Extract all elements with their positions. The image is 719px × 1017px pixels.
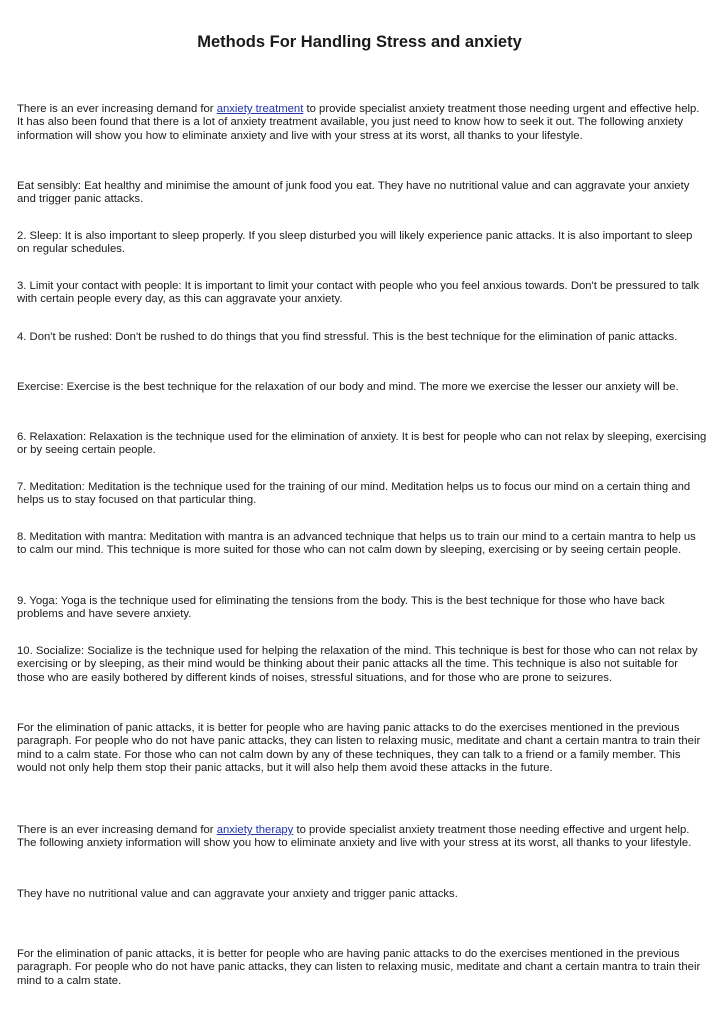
paragraph-elimination-panic: For the elimination of panic attacks, it is better for people who are having panic attacks to do the exercises mentioned in the previous paragraph. For people who do not have panic attacks, they can listen to relaxing music, meditate and chant a certain mantra to train their mind to a calm state. For those who can not calm down by any of these techniques, they can talk to a friend or a family member. This would not only help them stop their panic attacks, but it will also help them avoid these attacks in the future. bbox=[17, 722, 701, 774]
intro-text-before: There is an ever increasing demand for bbox=[17, 103, 217, 115]
paragraph-dont-be-rushed: 4. Don't be rushed: Don't be rushed to do things that you find stressful. This is the best technique for the elimination of panic attacks. bbox=[17, 331, 678, 343]
anxiety-therapy-link[interactable]: anxiety therapy bbox=[216, 824, 294, 836]
paragraph-nutritional-value: They have no nutritional value and can aggravate your anxiety and trigger panic attacks. bbox=[17, 888, 458, 900]
paragraph-socialize: 10. Socialize: Socialize is the technique used for helping the relaxation of the mind. This technique is best for those who can not relax by exercising or by sleeping, as their mind would be thinking about their panic attacks all the time. This technique is also not suitable for those who are easily bothered by different kinds of noises, stressful situations, and for those who are prone to seizures. bbox=[17, 645, 698, 684]
anxiety-treatment-link[interactable]: anxiety treatment bbox=[216, 103, 304, 115]
second-intro-text-before: There is an ever increasing demand for bbox=[17, 824, 217, 836]
second-intro-paragraph bbox=[17, 824, 707, 851]
second-intro-text-after: to provide specialist anxiety treatment those needing effective and urgent help. The following anxiety information will show you how to eliminate anxiety and live with your stress at its worst, all thanks to your lifestyle. bbox=[17, 824, 692, 850]
paragraph-meditation: 7. Meditation: Meditation is the technique used for the training of our mind. Meditation helps us to focus our mind on a certain thing and helps us to stay focused on that particular thing. bbox=[17, 481, 691, 507]
paragraph-yoga: 9. Yoga: Yoga is the technique used for eliminating the tensions from the body. This is the best technique for those who have back problems and have severe anxiety. bbox=[17, 595, 665, 621]
paragraph-meditation-mantra: 8. Meditation with mantra: Meditation with mantra is an advanced technique that helps us to train our mind to a certain mantra to help us to calm our mind. This technique is more suited for those who can not calm down by sleeping, exercising or by seeing certain people. bbox=[17, 531, 696, 557]
paragraph-eat-sensibly: Eat sensibly: Eat healthy and minimise the amount of junk food you eat. They have no nutritional value and can aggravate your anxiety and trigger panic attacks. bbox=[17, 180, 690, 206]
intro-text-after: to provide specialist anxiety treatment those needing urgent and effective help. It has also been found that there is a lot of anxiety treatment available, you just need to know how to seek it out. The following anxiety information will show you how to eliminate anxiety and live with your stress at its worst, all thanks to your lifestyle. bbox=[17, 103, 700, 142]
intro-paragraph bbox=[17, 103, 707, 143]
paragraph-exercise: Exercise: Exercise is the best technique for the relaxation of our body and mind. The more we exercise the lesser our anxiety will be. bbox=[17, 381, 679, 393]
paragraph-elimination-panic-repeat: For the elimination of panic attacks, it is better for people who are having panic attacks to do the exercises mentioned in the previous paragraph. For people who do not have panic attacks, they can listen to relaxing music, meditate and chant a certain mantra to train their mind to a calm state. bbox=[17, 948, 701, 987]
paragraph-limit-contact: 3. Limit your contact with people: It is important to limit your contact with people who you feel anxious towards. Don't be pressured to talk with certain people every day, as this can aggravate your anxiety. bbox=[17, 280, 700, 306]
page-title: Methods For Handling Stress and anxiety bbox=[197, 33, 522, 51]
paragraph-sleep: 2. Sleep: It is also important to sleep properly. If you sleep disturbed you will likely experience panic attacks. It is also important to sleep on regular schedules. bbox=[17, 230, 693, 256]
paragraph-relaxation: 6. Relaxation: Relaxation is the technique used for the elimination of anxiety. It is best for people who can not relax by sleeping, exercising or by seeing certain people. bbox=[17, 431, 707, 457]
